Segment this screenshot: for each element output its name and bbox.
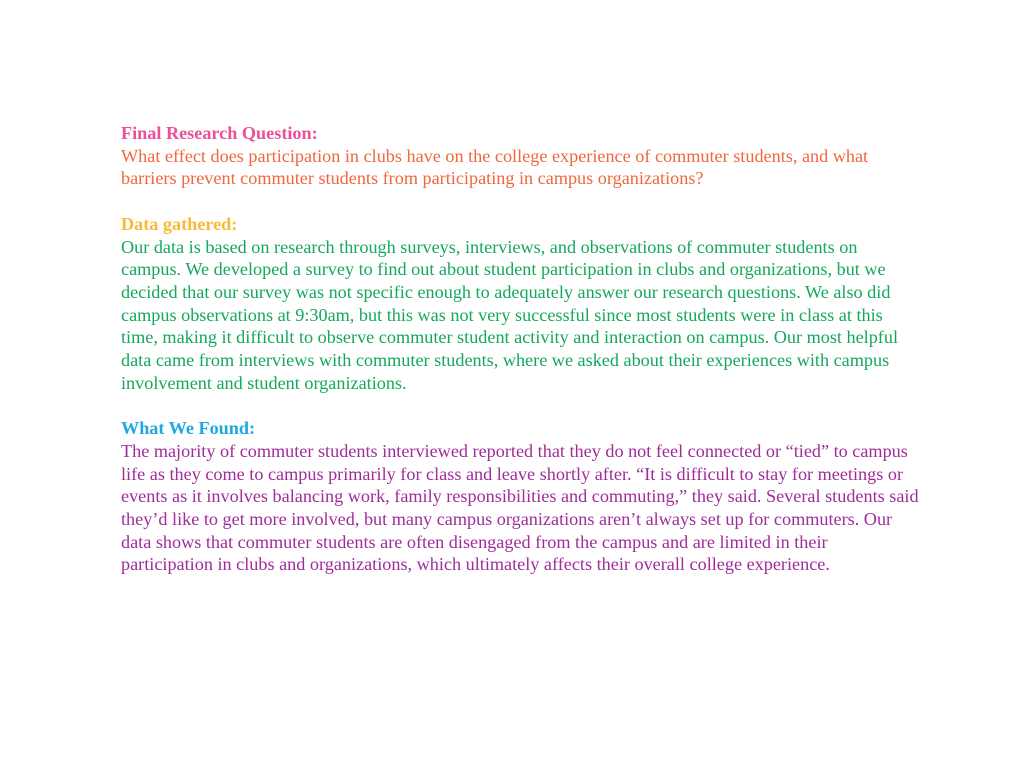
- what-we-found-section: [121, 417, 921, 576]
- research-question-text: What effect does participation in clubs have on the college experience of commuter students, and what barriers prevent commuter students from participating in campus organizations?: [121, 145, 869, 189]
- data-gathered-text: Our data is based on research through surveys, interviews, and observations of commuter students on campus. We developed a survey to find out about student participation in clubs and organizations, but we decided that our survey was not specific enough to adequately answer our research questions. We also did campus observations at 9:30am, but this was not very successful since most students were in class at this time, making it difficult to observe commuter student activity and interaction on campus. Our most helpful data came from interviews with commuter students, where we asked about their experiences with campus involvement and student organizations.: [121, 236, 899, 393]
- research-question-section: [121, 122, 921, 190]
- what-we-found-text: The majority of commuter students interviewed reported that they do not feel connected or “tied” to campus life as they come to campus primarily for class and leave shortly after. “It is difficult to stay for meetings or events as it involves balancing work, family responsibilities and commuting,” they said. Several students said they’d like to get more involved, but many campus organizations aren’t always set up for commuters. Our data shows that commuter students are often disengaged from the campus and are limited in their participation in clubs and organizations, which ultimately affects their overall college experience.: [121, 440, 919, 575]
- data-gathered-section: [121, 213, 921, 395]
- what-we-found-heading: What We Found:: [121, 418, 256, 439]
- slide-document: [121, 122, 921, 599]
- research-question-heading: Final Research Question:: [121, 123, 318, 143]
- data-gathered-heading: Data gathered:: [121, 213, 238, 234]
